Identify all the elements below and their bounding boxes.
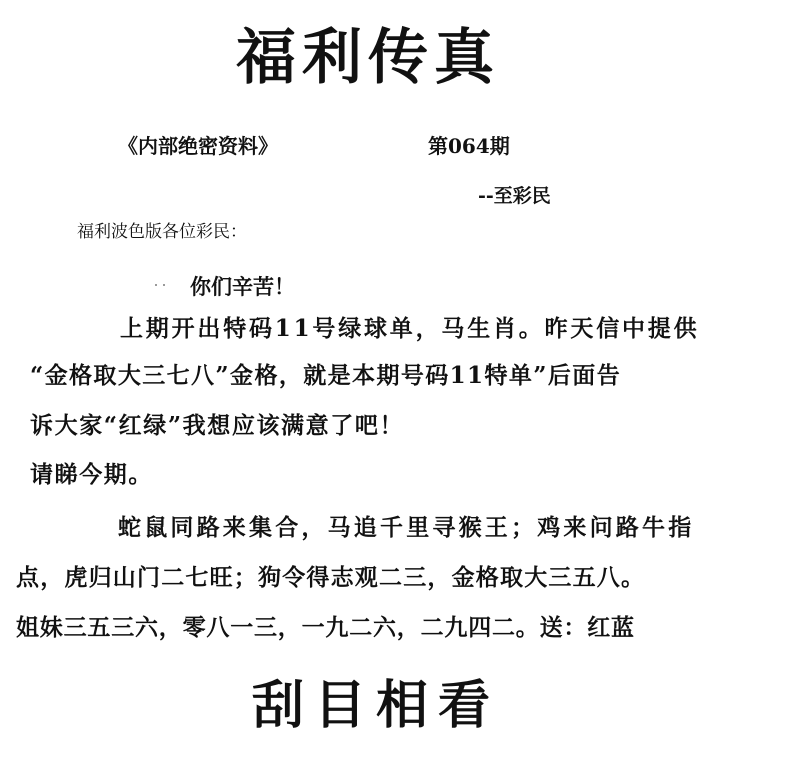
thanks-line: 你们辛苦！ xyxy=(190,274,295,299)
body-line: “金格取大三七八”金格，就是本期号码11特单”后面告 xyxy=(30,362,622,389)
body-line: 蛇鼠同路来集合，马追千里寻猴王；鸡来问路牛指 xyxy=(118,514,695,541)
greeting-line: 福利波色版各位彩民： xyxy=(77,222,247,242)
footer-title: 刮目相看 xyxy=(252,675,501,736)
faint-dot xyxy=(155,284,157,286)
document-subtitle: 《内部绝密资料》 xyxy=(118,134,278,158)
signature-line: --至彩民 xyxy=(478,185,551,207)
faint-dot-marks xyxy=(155,271,175,277)
body-line: 诉大家“红绿”我想应该满意了吧！ xyxy=(30,412,405,439)
faint-dot xyxy=(163,284,165,286)
body-line: 姐妹三五三六，零八一三，一九二六，二九四二。送：红蓝 xyxy=(16,614,635,641)
issue-number: 第064期 xyxy=(428,134,510,158)
body-line: 点，虎归山门二七旺；狗令得志观二三，金格取大三五八。 xyxy=(16,564,646,591)
body-line: 请睇今期。 xyxy=(30,461,153,488)
body-line: 上期开出特码11号绿球单，马生肖。昨天信中提供 xyxy=(120,315,700,342)
document-title: 福利传真 xyxy=(236,23,500,93)
